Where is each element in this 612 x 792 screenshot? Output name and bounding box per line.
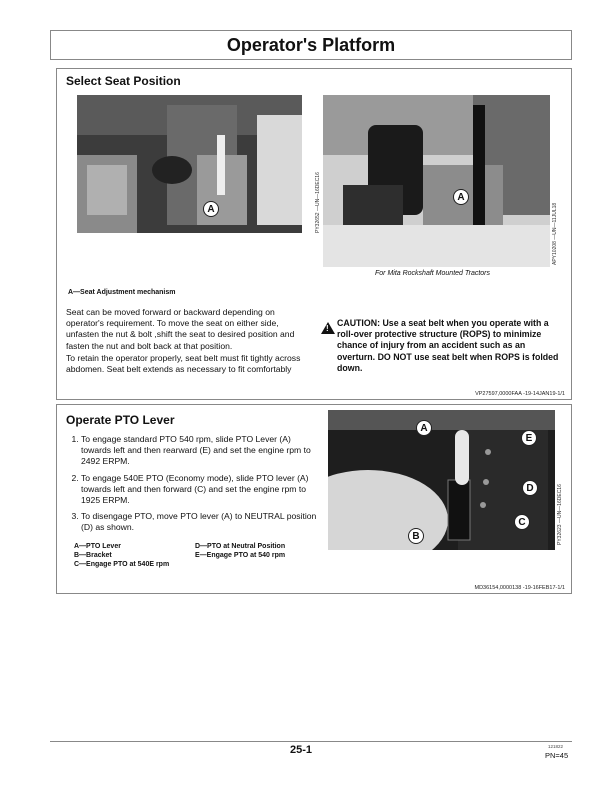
pto-photo: [328, 410, 555, 550]
pto-labels-left: [74, 542, 169, 569]
seat-photo-1: [77, 95, 302, 233]
label-pto-b: B—Bracket: [74, 552, 112, 559]
callout-a-seat: A: [203, 201, 219, 217]
warning-icon: [321, 321, 335, 339]
label-pto-d: D—PTO at Neutral Position: [195, 543, 286, 550]
callout-pto-e: E: [521, 430, 537, 446]
pto-photo-code: PY32623 —UN—16DEC16: [557, 484, 563, 545]
tractor-seat-image: [323, 95, 550, 267]
callout-pto-d: D: [522, 480, 538, 496]
pto-section: [56, 404, 572, 594]
page-title: Operator's Platform: [226, 34, 396, 55]
pto-step-2: 2. To engage 540E PTO (Economy mode), slide PTO lever (A) towards left and then forward (C) and set the engine rpm to 1925 ERPM.: [81, 473, 317, 507]
seat-section: [56, 68, 572, 400]
photo2-caption: For Mita Rockshaft Mounted Tractors: [375, 270, 491, 277]
footer-rule: [50, 741, 572, 742]
callout-pto-c: C: [514, 514, 530, 530]
seat-photo-2: [323, 95, 550, 267]
seat-paragraph-1: Seat can be moved forward or backward depending on operator's requirement. To move the seat on either side, unfasten the nut & bolt ,shift the seat to desired position and fasten the nut and bolt back at that position.: [66, 307, 295, 351]
seat-ref: VP27597,0000FAA -19-14JAN19-1/1: [475, 391, 565, 397]
callout-pto-a: A: [416, 420, 432, 436]
label-pto-a: A—PTO Lever: [74, 543, 121, 550]
pto-steps: [65, 434, 317, 539]
pto-step-1: 1. To engage standard PTO 540 rpm, slide PTO Lever (A) towards left and then rearward (E) and set the engine rpm to 2492 ERPM.: [81, 434, 317, 468]
pto-step-3: 3. To disengage PTO, move PTO lever (A) to NEUTRAL position (D) as shown.: [81, 511, 317, 533]
seat-mechanism-image: [77, 95, 302, 233]
seat-section-title: Select Seat Position: [66, 74, 181, 88]
label-pto-e: E—Engage PTO at 540 rpm: [195, 552, 286, 559]
label-pto-c: C—Engage PTO at 540E rpm: [74, 561, 170, 568]
seat-paragraph-2: To retain the operator properly, seat belt must fit tightly across abdomen. Seat belt extends as necessary to fit comfortably: [66, 353, 301, 375]
page-title-box: [50, 30, 572, 60]
photo1-code: PY32652 —UN—16DEC16: [315, 172, 321, 233]
photo2-code: APY10208 —UN—11JUL18: [552, 202, 558, 265]
footer-code: 121822: [548, 744, 564, 749]
caution-text: CAUTION: Use a seat belt when you operate with a roll-over protective structure (ROPS) to minimize chance of injury from an accident such as an overturn. DO NOT use seat belt when ROPS is folded down.: [337, 318, 559, 373]
pto-section-title: Operate PTO Lever: [66, 413, 175, 427]
label-a-seat: A—Seat Adjustment mechanism: [68, 289, 176, 296]
callout-pto-b: B: [408, 528, 424, 544]
footer-pn: PN=45: [545, 751, 569, 760]
callout-a-seat-2: A: [453, 189, 469, 205]
pto-labels-right: [195, 542, 285, 560]
pto-ref: MD36154,0000138 -19-16FEB17-1/1: [474, 585, 565, 591]
footer-page-number: 25-1: [290, 744, 313, 756]
